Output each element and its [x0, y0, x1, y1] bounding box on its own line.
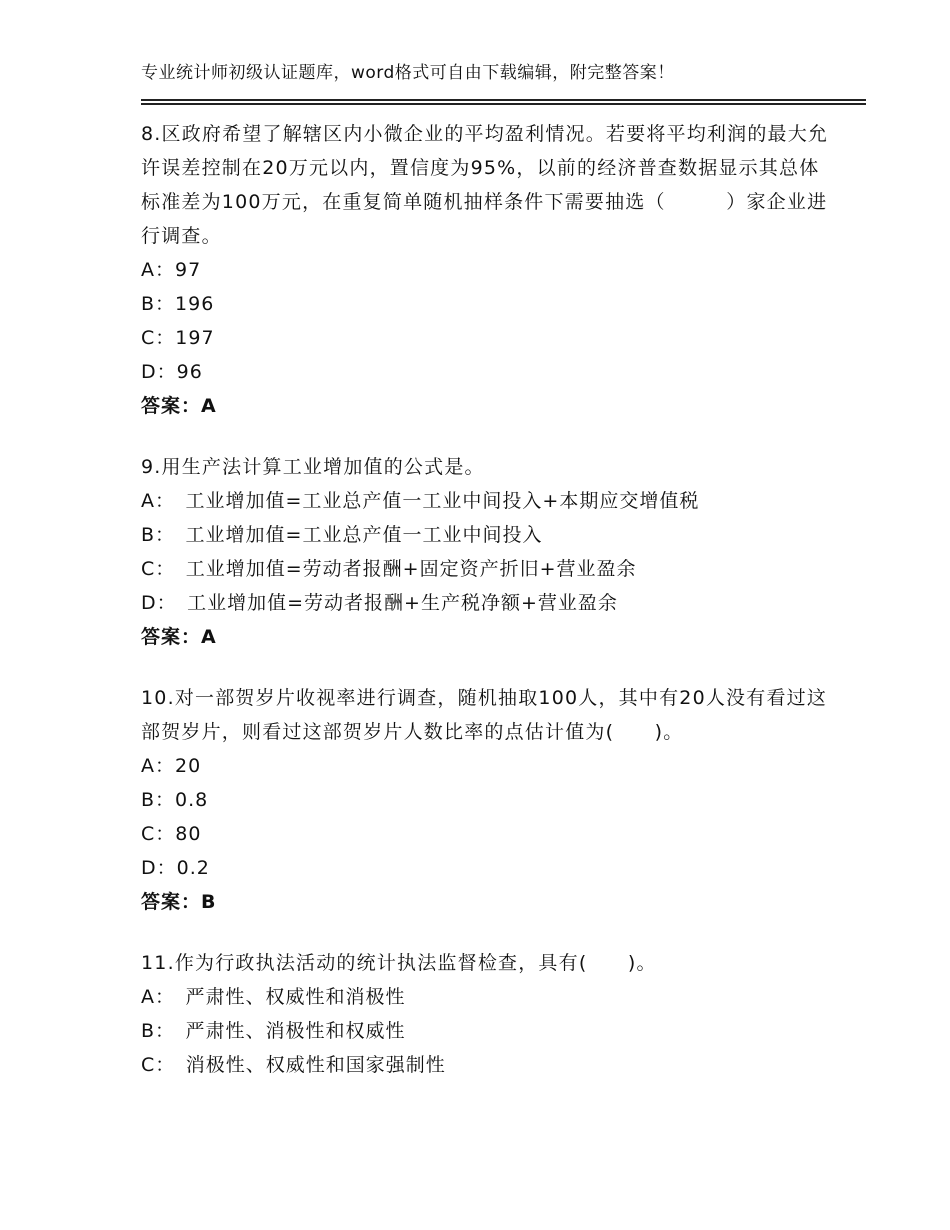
option-d: D： 工业增加值=劳动者报酬+生产税净额+营业盈余 [141, 592, 618, 614]
option-a: A：20 [141, 755, 202, 777]
page-header: 专业统计师初级认证题库，word格式可自由下载编辑，附完整答案！ [141, 63, 675, 83]
question-stem: 11.作为行政执法活动的统计执法监督检查，具有( )。 [141, 952, 657, 974]
option-c: C：80 [141, 823, 202, 845]
option-c: C： 工业增加值=劳动者报酬+固定资产折旧+营业盈余 [141, 558, 637, 580]
option-c: C： 消极性、权威性和国家强制性 [141, 1054, 446, 1076]
option-b: B： 工业增加值=工业总产值一工业中间投入 [141, 524, 543, 546]
header-rule-bottom [141, 103, 866, 105]
option-d: D：0.2 [141, 857, 210, 879]
question-list [141, 117, 831, 1109]
option-b: B：0.8 [141, 789, 209, 811]
option-a: A： 工业增加值=工业总产值一工业中间投入+本期应交增值税 [141, 490, 700, 512]
option-a: A：97 [141, 259, 202, 281]
answer-label: 答案：A [141, 395, 217, 417]
option-c: C：197 [141, 327, 215, 349]
answer-label: 答案：A [141, 626, 217, 648]
question-stem: 10.对一部贺岁片收视率进行调查，随机抽取100人，其中有20人没有看过这部贺岁片，则看过这部贺岁片人数比率的点估计值为( )。 [141, 687, 828, 743]
question-8 [141, 117, 831, 423]
question-11 [141, 946, 831, 1082]
option-b: B： 严肃性、消极性和权威性 [141, 1020, 406, 1042]
question-9 [141, 450, 831, 654]
option-b: B：196 [141, 293, 215, 315]
option-a: A： 严肃性、权威性和消极性 [141, 986, 406, 1008]
option-d: D：96 [141, 361, 203, 383]
question-stem: 9.用生产法计算工业增加值的公式是。 [141, 456, 485, 478]
answer-label: 答案：B [141, 891, 217, 913]
question-stem: 8.区政府希望了解辖区内小微企业的平均盈利情况。若要将平均利润的最大允许误差控制在20万元以内，置信度为95%，以前的经济普查数据显示其总体标准差为100万元，在重复简单随机抽样条件下需要抽选（ ）家企业进行调查。 [141, 123, 829, 247]
header-rule-top [141, 99, 866, 101]
question-10 [141, 681, 831, 919]
